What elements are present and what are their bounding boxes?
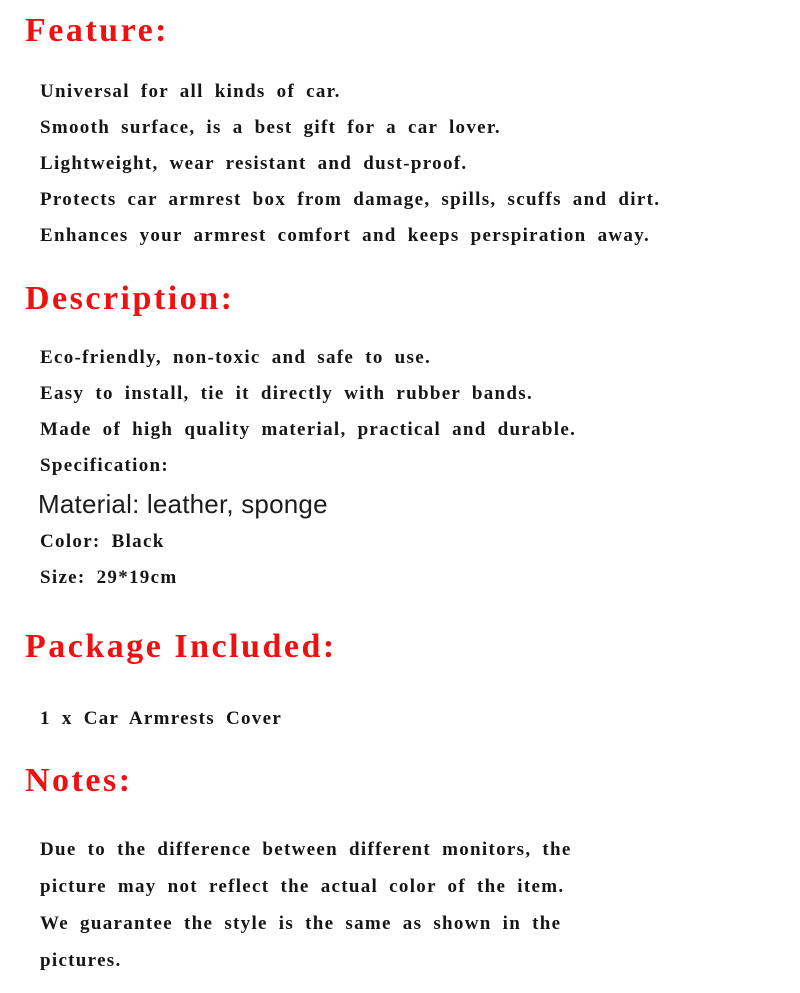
description-item: Made of high quality material, practical and durable.: [40, 419, 577, 440]
feature-section: [0, 8, 800, 254]
notes-heading: Notes:: [25, 762, 133, 799]
description-section: [0, 276, 800, 596]
package-section: [0, 624, 800, 737]
notes-line: We guarantee the style is the same as shown in the: [40, 913, 562, 934]
spec-color-line: Color: Black: [40, 531, 165, 552]
feature-list: [0, 74, 800, 254]
notes-text: [0, 831, 800, 979]
feature-item: Smooth surface, is a best gift for a car lover.: [40, 117, 501, 138]
description-item: Easy to install, tie it directly with rubber bands.: [40, 383, 534, 404]
description-item: Eco-friendly, non-toxic and safe to use.: [40, 347, 432, 368]
notes-line: pictures.: [40, 950, 122, 971]
description-list: [0, 340, 800, 596]
feature-item: Universal for all kinds of car.: [40, 81, 341, 102]
feature-heading: Feature:: [25, 12, 169, 49]
feature-item: Enhances your armrest comfort and keeps perspiration away.: [40, 225, 651, 246]
description-heading: Description:: [25, 280, 235, 317]
feature-item: Protects car armrest box from damage, spills, scuffs and dirt.: [40, 189, 661, 210]
notes-line: Due to the difference between different monitors, the: [40, 839, 572, 860]
specification-label: Specification:: [40, 455, 170, 476]
package-list: [0, 701, 800, 737]
package-included-heading: Package Included:: [25, 628, 337, 665]
spec-size-line: Size: 29*19cm: [40, 567, 178, 588]
feature-item: Lightweight, wear resistant and dust-proof.: [40, 153, 468, 174]
notes-line: picture may not reflect the actual color of the item.: [40, 876, 565, 897]
package-item: 1 x Car Armrests Cover: [40, 708, 283, 729]
notes-section: [0, 758, 800, 979]
spec-material-line: Material: leather, sponge: [38, 489, 328, 519]
